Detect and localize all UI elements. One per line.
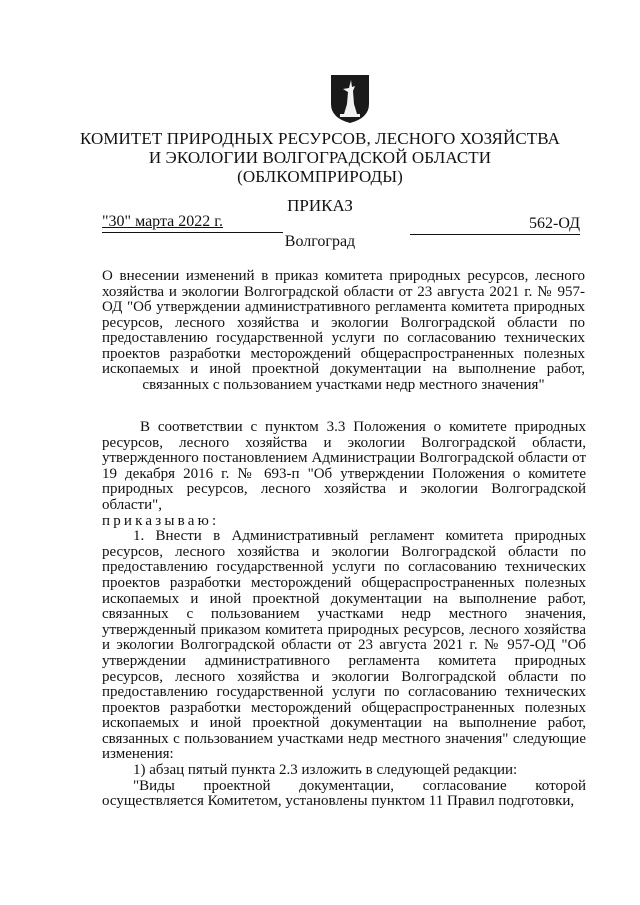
preamble-paragraph: В соответствии с пунктом 3.3 Положения о комитете природных ресурсов, лесного хозяйства и экологии Волгоградской области, утвержденного постановлением Администрации Волгоградской области от 19 декабря 2016 г. № 693-п "Об утверждении Положения о комитете природных ресурсов, лесного хозяйства и экологии Волгоградской области", <box>102 419 586 513</box>
document-number: 562-ОД <box>410 214 580 235</box>
document-date <box>102 212 283 233</box>
document-date-text: "30" марта 2022 г. <box>102 213 224 230</box>
subitem-1-paragraph: 1) абзац пятый пункта 2.3 изложить в следующей редакции: <box>133 762 518 779</box>
volgograd-coat-of-arms-icon <box>330 74 370 124</box>
document-body <box>102 420 586 810</box>
organization-abbreviation: (ОБЛКОМПРИРОДЫ) <box>237 167 403 186</box>
quote-paragraph: "Виды проектной документации, согласование которой осуществляется Комитетом, установлены пунктом 11 Правил подготовки, <box>102 777 586 810</box>
organization-name-line-1: КОМИТЕТ ПРИРОДНЫХ РЕСУРСОВ, ЛЕСНОГО ХОЗЯЙСТВА <box>79 129 561 148</box>
item-1-paragraph: 1. Внести в Административный регламент комитета природных ресурсов, лесного хозяйства и экологии Волгоградской области по предоставлению государственной услуги по согласованию технических проектов разработки месторождений общераспространенных полезных ископаемых и иной проектной документации на выполнение работ, связанных с пользованием участками недр местного значения, утвержденный приказом комитета природных ресурсов, лесного хозяйства и экологии Волгоградской области от 23 августа 2021 г. № 957-ОД "Об утверждении административного регламента комитета природных ресурсов, лесного хозяйства и экологии Волгоградской области по предоставлению государственной услуги по согласованию технических проектов разработки месторождений общераспространенных полезных ископаемых и иной проектной документации на выполнение работ, связанных с пользованием участками недр местного значения" следующие изменения: <box>102 528 586 763</box>
organization-name-line-2: И ЭКОЛОГИИ ВОЛГОГРАДСКОЙ ОБЛАСТИ <box>148 148 492 167</box>
document-type: ПРИКАЗ <box>287 196 353 215</box>
document-city: Волгоград <box>284 233 356 250</box>
document-subject: О внесении изменений в приказ комитета природных ресурсов, лесного хозяйства и экологии Волгоградской области от 23 августа 2021 г. № 957-ОД "Об утверждении административного регламента комитета природных ресурсов, лесного хозяйства и экологии Волгоградской области по предоставлению государственной услуги по согласованию технических проектов разработки месторождений общераспространенных полезных ископаемых и иной проектной документации на выполнение работ, связанных с пользованием участками недр местного значения" <box>102 268 585 393</box>
order-word: приказываю: <box>102 512 220 529</box>
